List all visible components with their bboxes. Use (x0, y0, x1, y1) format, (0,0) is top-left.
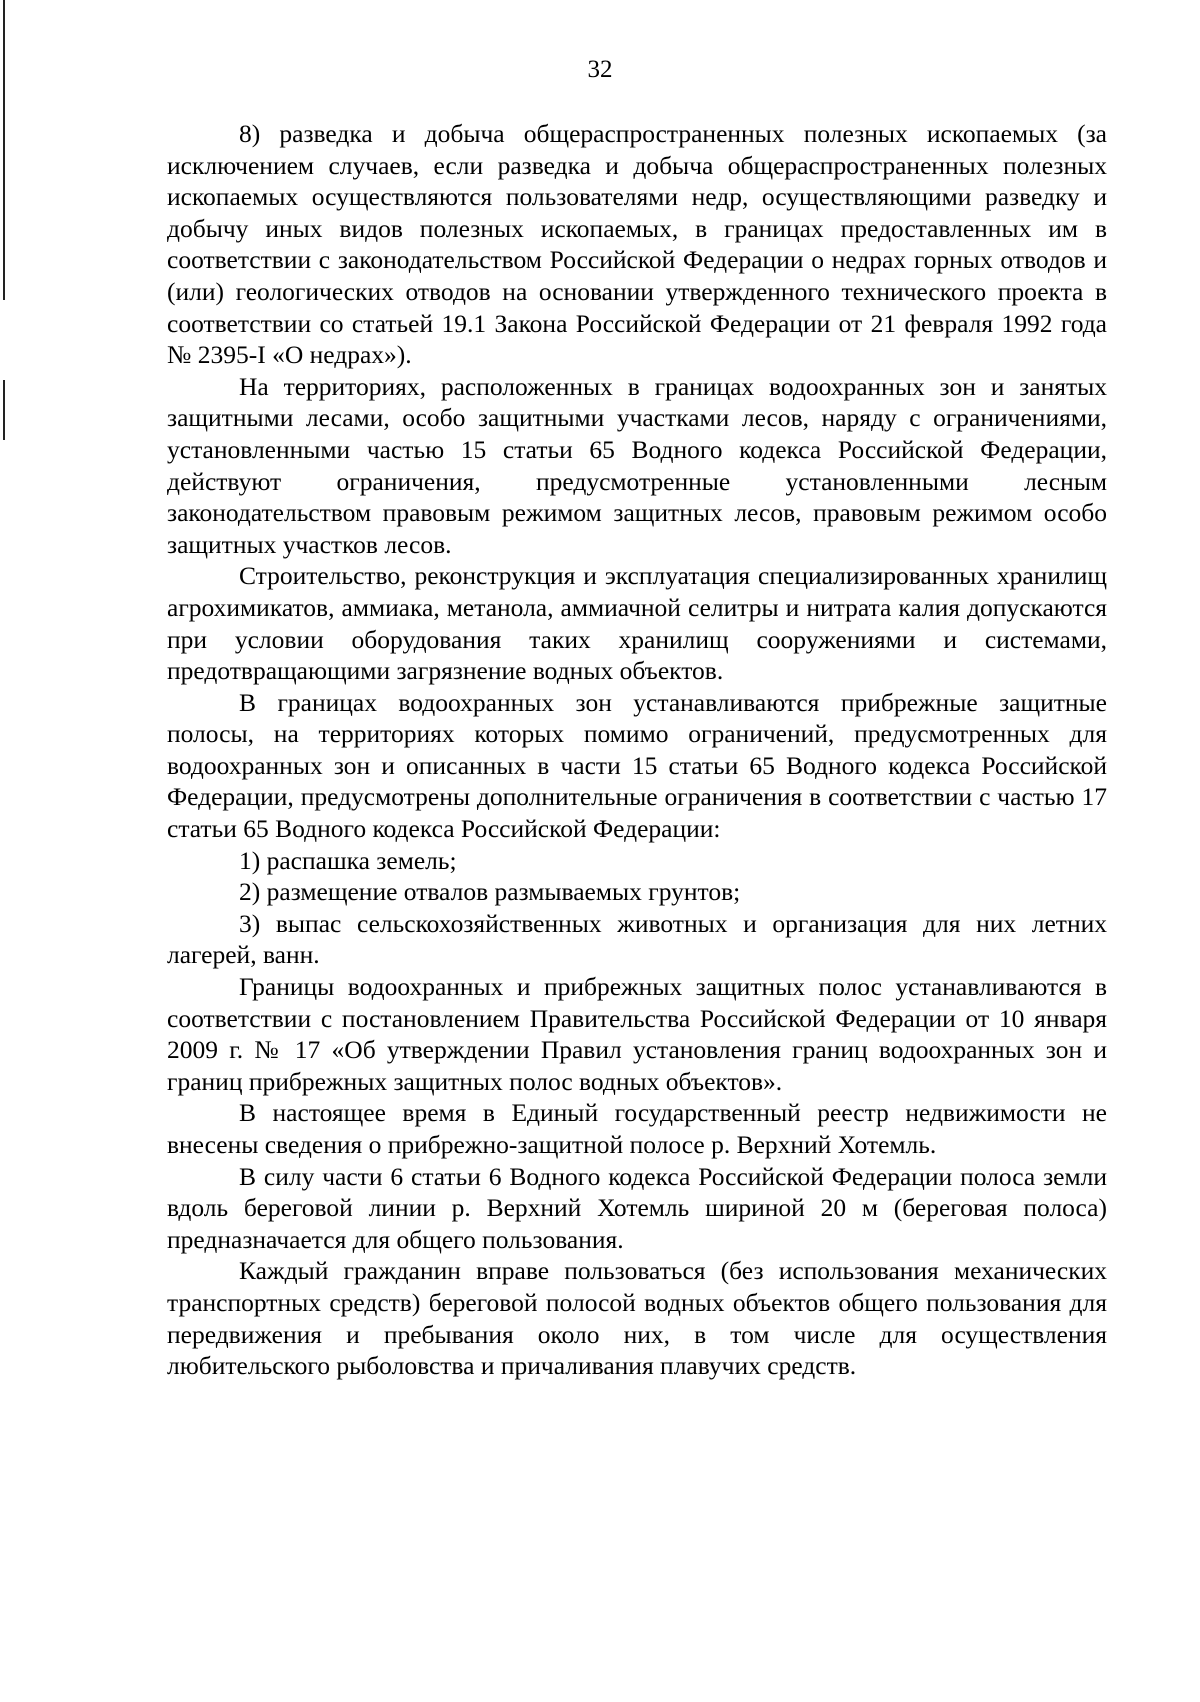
page-number: 32 (587, 56, 613, 83)
scan-edge-mark (3, 380, 5, 440)
paragraph-storage-construction: Строительство, реконструкция и эксплуатация специализированных хранилищ агрохимикатов, аммиака, метанола, аммиачной селитры и нитрата калия допускаются при условии оборудования таких хранилищ сооружениями и системами, предотвращающими загрязнение водных объектов. (167, 561, 1107, 686)
paragraph-registry: В настоящее время в Единый государственный реестр недвижимости не внесены сведения о прибрежно-защитной полосе р. Верхний Хотемль. (167, 1098, 1107, 1159)
list-item-2: 2) размещение отвалов размываемых грунтов; (239, 877, 741, 907)
paragraph-citizen-rights: Каждый гражданин вправе пользоваться (без использования механических транспортных средств) береговой полосой водных объектов общего пользования для передвижения и пребывания около них, в том числе для осуществления любительского рыболовства и причаливания плавучих средств. (167, 1256, 1107, 1381)
document-body (167, 118, 1107, 1382)
paragraph-protective-forests: На территориях, расположенных в границах водоохранных зон и занятых защитными лесами, особо защитными участками лесов, наряду с ограничениями, установленными частью 15 статьи 65 Водного кодекса Российской Федерации, действуют ограничения, предусмотренные установленными лесным законодательством правовым режимом защитных лесов, правовым режимом особо защитных участков лесов. (167, 371, 1107, 559)
paragraph-shore-strip: В силу части 6 статьи 6 Водного кодекса Российской Федерации полоса земли вдоль береговой линии р. Верхний Хотемль шириной 20 м (береговая полоса) предназначается для общего пользования. (167, 1161, 1107, 1254)
paragraph-item-8: 8) разведка и добыча общераспространенных полезных ископаемых (за исключением случаев, если разведка и добыча общераспространенных полезных ископаемых осуществляются пользователями недр, осуществляющими разведку и добычу иных видов полезных ископаемых, в границах предоставленных им в соответствии с законодательством Российской Федерации о недрах горных отводов и (или) геологических отводов на основании утвержденного технического проекта в соответствии со статьей 19.1 Закона Российской Федерации от 21 февраля 1992 года № 2395-I «О недрах»). (167, 119, 1107, 370)
paragraph-boundaries: Границы водоохранных и прибрежных защитных полос устанавливаются в соответствии с постановлением Правительства Российской Федерации от 10 января 2009 г. № 17 «Об утверждении Правил установления границ водоохранных зон и границ прибрежных защитных полос водных объектов». (167, 972, 1107, 1096)
list-item-3: 3) выпас сельскохозяйственных животных и организация для них летних лагерей, ванн. (167, 908, 1107, 970)
list-item-1: 1) распашка земель; (239, 845, 457, 875)
scan-edge-mark (3, 0, 5, 300)
paragraph-coastal-strips: В границах водоохранных зон устанавливаются прибрежные защитные полосы, на территориях которых помимо ограничений, предусмотренных для водоохранных зон и описанных в части 15 статьи 65 Водного кодекса Российской Федерации, предусмотрены дополнительные ограничения в соответствии с частью 17 статьи 65 Водного кодекса Российской Федерации: (167, 687, 1107, 844)
